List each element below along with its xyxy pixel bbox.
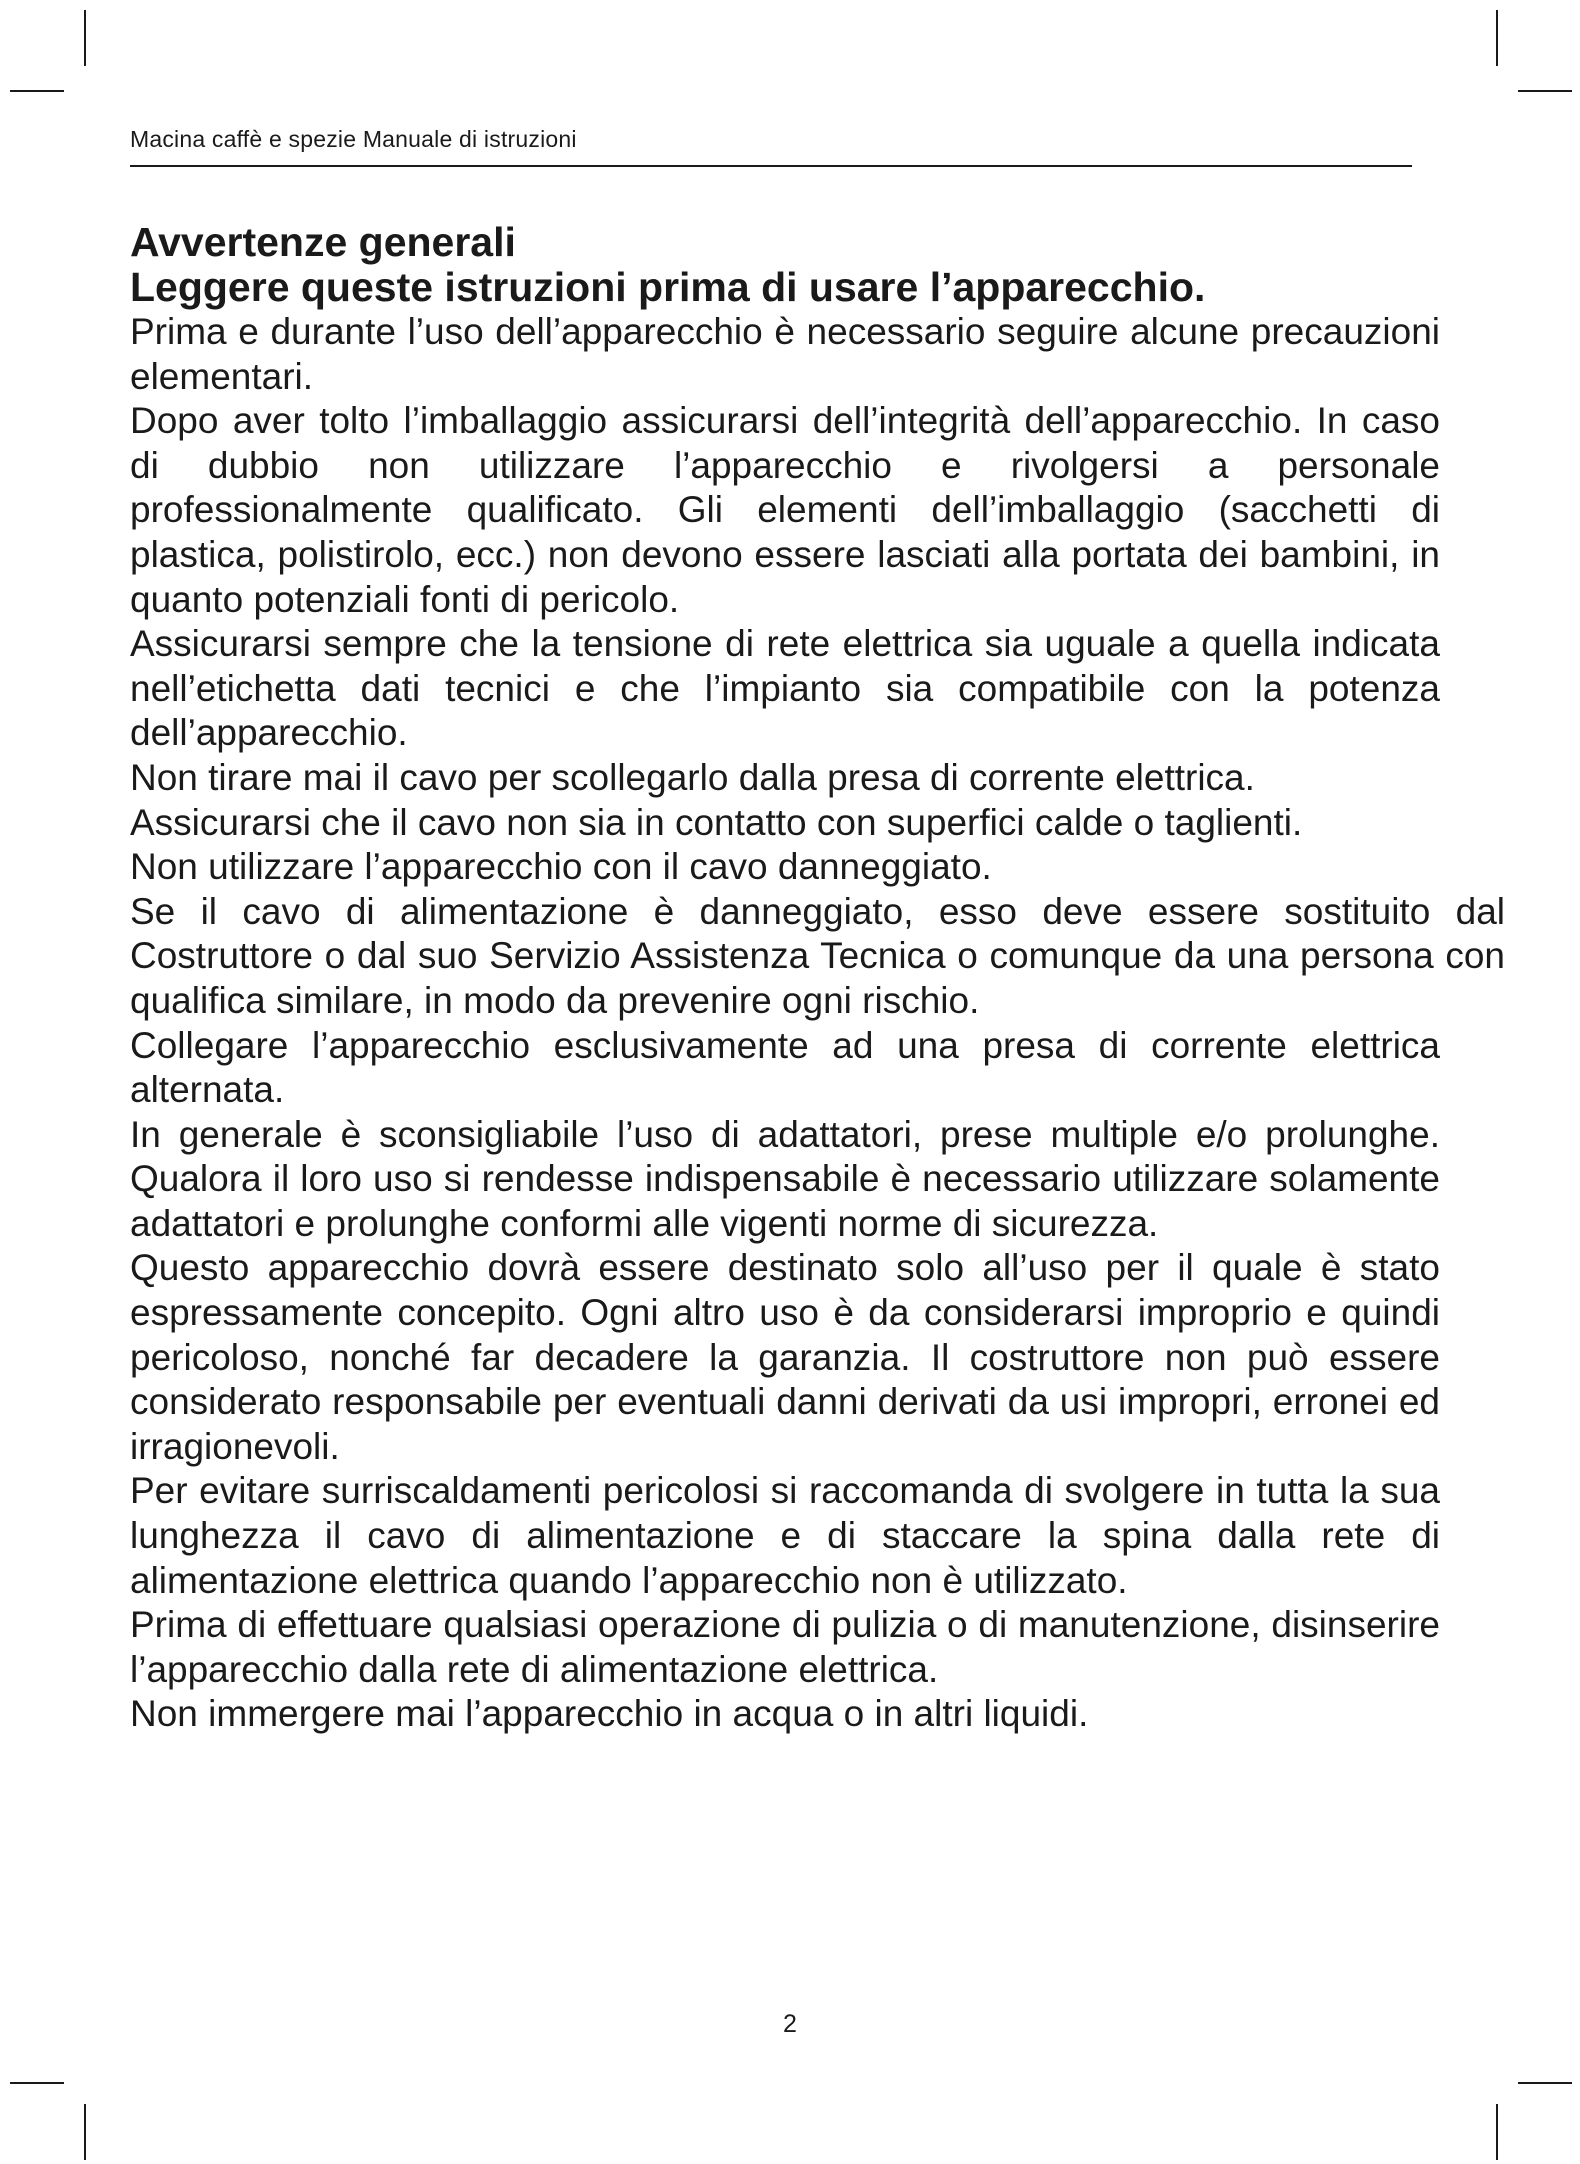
crop-mark-bottom-left-vertical xyxy=(84,2104,86,2160)
crop-mark-bottom-right-vertical xyxy=(1496,2104,1498,2160)
paragraph: Non immergere mai l’apparecchio in acqua o in altri liquidi. xyxy=(130,1693,1089,1735)
paragraph: In generale è sconsigliabile l’uso di adattatori, prese multiple e/o prolunghe. Qualora il loro uso si rendesse indispensabile è necessario utilizzare solamente adattatori e prolunghe conformi alle vigenti norme di sicurezza. xyxy=(130,1113,1440,1244)
paragraph: Collegare l’apparecchio esclusivamente ad una presa di corrente elettrica alternata. xyxy=(130,1024,1440,1111)
paragraph: Per evitare surriscaldamenti pericolosi si raccomanda di svolgere in tutta la sua lunghezza il cavo di alimentazione e di staccare la spina dalla rete di alimentazione elettrica quando l’apparecchio non è utilizzato. xyxy=(130,1470,1440,1601)
paragraph: Assicurarsi sempre che la tensione di rete elettrica sia uguale a quella indicata nell’etichetta dati tecnici e che l’impianto sia compatibile con la potenza dell’apparecchio. xyxy=(130,623,1440,754)
paragraph: Questo apparecchio dovrà essere destinato solo all’uso per il quale è stato espressamente concepito. Ogni altro uso è da considerarsi improprio e quindi pericoloso, nonché far decadere la garanzia. Il costruttore non può essere considerato responsabile per eventuali danni derivati da usi impropri, erronei ed irragionevoli. xyxy=(130,1247,1440,1467)
page-number: 2 xyxy=(783,2010,797,2038)
crop-mark-bottom-right-horizontal xyxy=(1518,2082,1572,2084)
crop-mark-top-left-horizontal xyxy=(10,90,64,92)
page-content xyxy=(130,220,1505,1737)
paragraph: Prima di effettuare qualsiasi operazione di pulizia o di manutenzione, disinserire l’apparecchio dalla rete di alimentazione elettrica. xyxy=(130,1604,1440,1690)
paragraph: Prima e durante l’uso dell’apparecchio è necessario seguire alcune precauzioni elementari. xyxy=(130,311,1440,397)
crop-mark-bottom-left-horizontal xyxy=(10,2082,64,2084)
paragraph: Se il cavo di alimentazione è danneggiato, esso deve essere sostituito dal Costruttore o dal suo Servizio Assistenza Tecnica o comunque da una persona con qualifica similare, in modo da prevenire ogni rischio. xyxy=(130,890,1505,1021)
header-rule xyxy=(130,165,1412,167)
section-title: Avvertenze generali xyxy=(130,219,516,265)
paragraph: Non tirare mai il cavo per scollegarlo dalla presa di corrente elettrica. xyxy=(130,756,1255,798)
crop-mark-top-right-horizontal xyxy=(1518,90,1572,92)
paragraph: Assicurarsi che il cavo non sia in contatto con superfici calde o taglienti. xyxy=(130,801,1303,843)
crop-mark-top-left-vertical xyxy=(84,10,86,66)
section-subtitle: Leggere queste istruzioni prima di usare l’apparecchio. xyxy=(130,264,1206,310)
crop-mark-top-right-vertical xyxy=(1496,10,1498,66)
running-header: Macina caffè e spezie Manuale di istruzioni xyxy=(130,126,577,152)
paragraph: Non utilizzare l’apparecchio con il cavo danneggiato. xyxy=(130,846,992,888)
paragraph: Dopo aver tolto l’imballaggio assicurarsi dell’integrità dell’apparecchio. In caso di dubbio non utilizzare l’apparecchio e rivolgersi a personale professionalmente qualificato. Gli elementi dell’imballaggio (sacchetti di plastica, polistirolo, ecc.) non devono essere lasciati alla portata dei bambini, in quanto potenziali fonti di pericolo. xyxy=(130,400,1440,620)
